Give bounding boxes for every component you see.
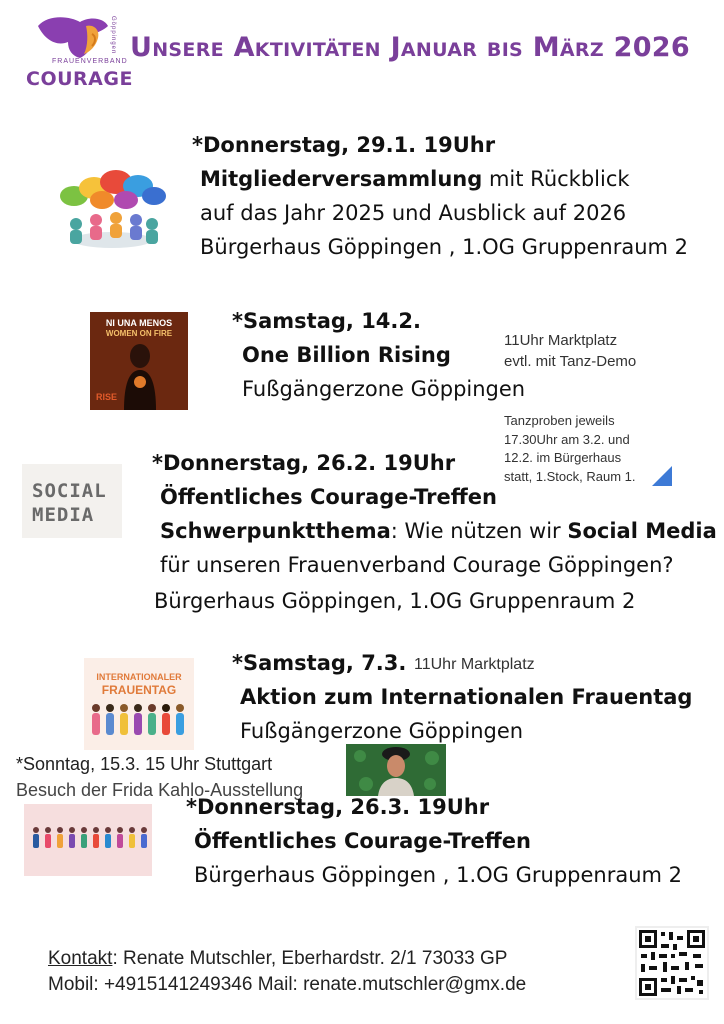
event1-line2: auf das Jahr 2025 und Ausblick auf 2026	[200, 201, 627, 225]
social-image-line2: MEDIA	[32, 504, 95, 526]
event4-note: 11Uhr Marktplatz	[414, 656, 535, 673]
event6-date: *Donnerstag, 26.3. 19Uhr	[186, 795, 490, 819]
social-image-line1: SOCIAL	[32, 480, 107, 502]
event4-date: *Samstag, 7.3.	[232, 651, 407, 675]
event3-date: *Donnerstag, 26.2. 19Uhr	[152, 451, 456, 475]
one-billion-rising-image	[90, 312, 188, 410]
event4-place: Fußgängerzone Göppingen	[240, 719, 524, 743]
women-silhouettes-image	[24, 804, 152, 876]
event2-title: One Billion Rising	[242, 343, 451, 367]
event3-title: Öffentliches Courage-Treffen	[160, 485, 497, 509]
courage-logo-icon	[34, 12, 112, 64]
tanz-line4: statt, 1.Stock, Raum 1.	[504, 468, 636, 484]
event3-topic-b: Social Media	[567, 519, 717, 543]
event2-tanz-note	[504, 412, 636, 486]
meeting-illustration-icon	[52, 168, 170, 260]
qr-code-icon[interactable]	[635, 926, 709, 1000]
page-title: Unsere Aktivitäten Januar bis März 2026	[130, 32, 690, 63]
event3-place: Bürgerhaus Göppingen, 1.OG Gruppenraum 2	[154, 589, 636, 613]
obr-image-text1: NI UNA MENOS	[105, 318, 173, 328]
obr-image-text3: RISE	[96, 392, 118, 402]
event2-place: Fußgängerzone Göppingen	[242, 377, 526, 401]
contact-line1-text: : Renate Mutschler, Eberhardstr. 2/1 73033 GP	[112, 948, 508, 969]
event3-line: für unseren Frauenverband Courage Göppingen?	[160, 553, 674, 577]
woman-silhouette-icon	[114, 342, 166, 410]
frauentag-image-line1: INTERNATIONALER	[96, 672, 182, 682]
women-row-icon	[88, 702, 190, 746]
contact-line2: Mobil: +4915141249346 Mail: renate.mutschler@gmx.de	[48, 974, 527, 995]
contact-line1	[48, 946, 526, 972]
contact-label: Kontakt	[48, 948, 113, 969]
event4-title: Aktion zum Internationalen Frauentag	[240, 685, 693, 709]
tanz-line1: Tanzproben jeweils	[504, 413, 615, 428]
event5-line1: *Sonntag, 15.3. 15 Uhr Stuttgart	[16, 754, 273, 774]
contact-block	[48, 946, 526, 998]
event2-date: *Samstag, 14.2.	[232, 309, 421, 333]
frauentag-image	[84, 658, 194, 750]
social-media-image	[22, 464, 122, 538]
event2-note	[504, 330, 636, 372]
tanz-line3: 12.2. im Bürgerhaus	[504, 450, 622, 465]
event3-topic	[160, 514, 717, 548]
event3-topic-a: : Wie nützen wir	[390, 519, 568, 543]
event3-topic-label: Schwerpunktthema	[160, 519, 391, 543]
event2-note-line2: evtl. mit Tanz-Demo	[504, 353, 637, 370]
event5-line2: Besuch der Frida Kahlo-Ausstellung	[16, 780, 304, 800]
frauentag-image-line2: FRAUENTAG	[101, 683, 177, 697]
event6-title: Öffentliches Courage-Treffen	[194, 829, 531, 853]
tanz-line2: 17.30Uhr am 3.2. und	[504, 431, 630, 447]
event2-note-line1: 11Uhr Marktplatz	[504, 332, 618, 349]
logo-subtitle: FRAUENVERBAND	[52, 58, 128, 65]
event1-title-rest: mit Rückblick	[482, 167, 630, 191]
event1-line1	[200, 162, 630, 196]
blue-corner-triangle-icon	[652, 466, 672, 486]
logo-vertical-text: Göppingen	[110, 16, 116, 55]
logo-wordmark: COURAGE	[26, 68, 133, 90]
event6-place: Bürgerhaus Göppingen , 1.OG Gruppenraum 2	[194, 863, 683, 887]
event1-place: Bürgerhaus Göppingen , 1.OG Gruppenraum 2	[200, 235, 689, 259]
women-figures-icon	[33, 827, 147, 848]
frida-kahlo-image	[346, 744, 446, 796]
event1-date: *Donnerstag, 29.1. 19Uhr	[192, 133, 496, 157]
obr-image-text2: WOMEN ON FIRE	[105, 329, 173, 338]
event1-title: Mitgliederversammlung	[200, 167, 483, 191]
